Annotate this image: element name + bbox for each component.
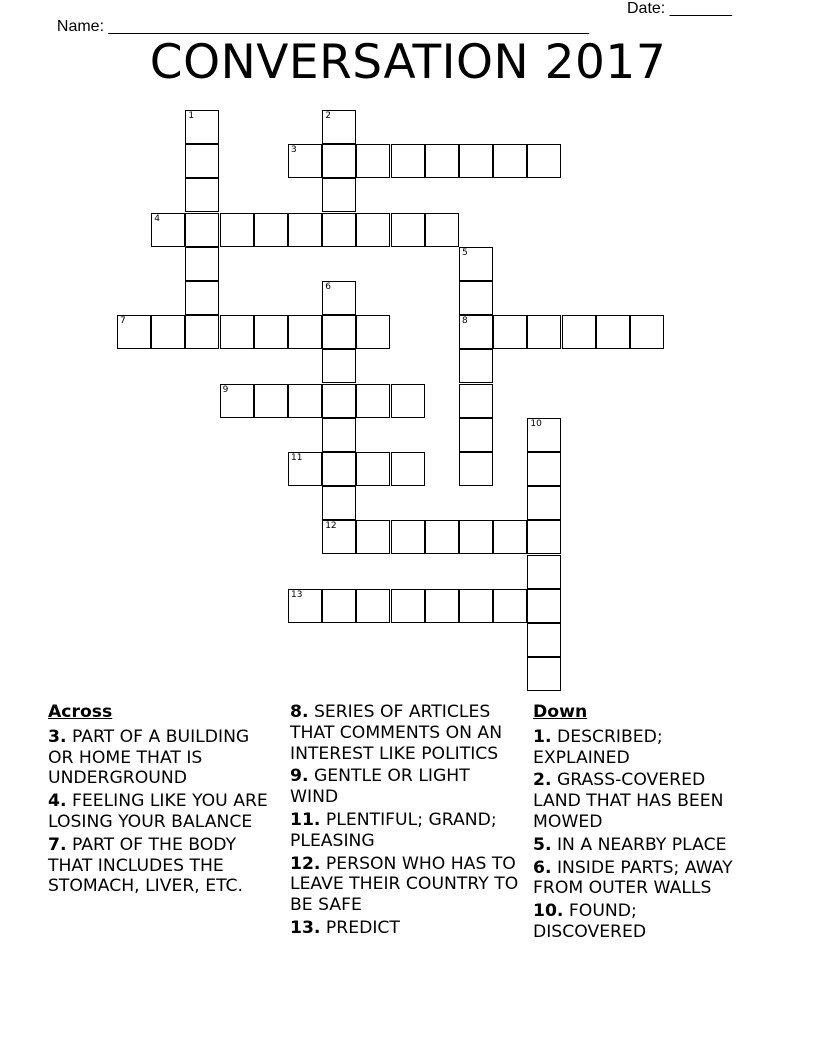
cell-clue-number: 11 bbox=[291, 453, 303, 463]
across-heading: Across bbox=[48, 702, 113, 722]
crossword-cell[interactable] bbox=[527, 144, 561, 178]
cell-clue-number: 5 bbox=[462, 247, 468, 258]
crossword-cell[interactable] bbox=[459, 281, 493, 315]
crossword-cell[interactable] bbox=[322, 144, 356, 178]
crossword-cell[interactable] bbox=[185, 315, 219, 349]
clue-number: 12. bbox=[290, 853, 321, 874]
crossword-cell[interactable] bbox=[493, 589, 527, 623]
crossword-cell[interactable] bbox=[527, 452, 561, 486]
clue-text: PART OF THE BODY THAT INCLUDES THE STOMACH, LIVER, ETC. bbox=[48, 834, 244, 897]
crossword-cell[interactable] bbox=[322, 315, 356, 349]
clue-number: 11. bbox=[290, 809, 321, 830]
crossword-cell[interactable] bbox=[493, 144, 527, 178]
crossword-cell[interactable] bbox=[459, 315, 493, 349]
clue-text: INSIDE PARTS; AWAY FROM OUTER WALLS bbox=[533, 857, 733, 899]
crossword-cell[interactable] bbox=[220, 213, 254, 247]
down-clue bbox=[533, 770, 755, 832]
crossword-cell[interactable] bbox=[254, 213, 288, 247]
crossword-cell[interactable] bbox=[527, 486, 561, 520]
crossword-cell[interactable] bbox=[459, 247, 493, 281]
across-clue bbox=[290, 918, 522, 939]
crossword-cell[interactable] bbox=[254, 315, 288, 349]
crossword-cell[interactable] bbox=[527, 555, 561, 589]
crossword-cell[interactable] bbox=[185, 144, 219, 178]
crossword-cell[interactable] bbox=[493, 315, 527, 349]
crossword-cell[interactable] bbox=[527, 657, 561, 691]
across-clue bbox=[48, 727, 280, 789]
crossword-cell[interactable] bbox=[322, 213, 356, 247]
crossword-cell[interactable] bbox=[356, 384, 390, 418]
across-clue bbox=[290, 854, 522, 916]
clue-text: GENTLE OR LIGHT WIND bbox=[290, 766, 470, 808]
across-clue bbox=[290, 766, 522, 808]
crossword-cell[interactable] bbox=[493, 520, 527, 554]
across-clue bbox=[48, 791, 280, 833]
crossword-cell[interactable] bbox=[117, 315, 151, 349]
crossword-cell[interactable] bbox=[185, 178, 219, 212]
crossword-cell[interactable] bbox=[459, 589, 493, 623]
crossword-cell[interactable] bbox=[322, 281, 356, 315]
crossword-cell[interactable] bbox=[356, 589, 390, 623]
crossword-cell[interactable] bbox=[151, 213, 185, 247]
crossword-cell[interactable] bbox=[391, 384, 425, 418]
crossword-cell[interactable] bbox=[322, 418, 356, 452]
puzzle-title: CONVERSATION 2017 bbox=[149, 35, 667, 90]
crossword-cell[interactable] bbox=[391, 520, 425, 554]
worksheet-header bbox=[48, 0, 748, 35]
cell-clue-number: 3 bbox=[291, 145, 297, 156]
crossword-cell[interactable] bbox=[288, 213, 322, 247]
cell-clue-number: 7 bbox=[120, 316, 126, 327]
crossword-cell[interactable] bbox=[356, 315, 390, 349]
cell-clue-number: 6 bbox=[325, 282, 331, 292]
crossword-cell[interactable] bbox=[391, 213, 425, 247]
clue-text: FEELING LIKE YOU ARE LOSING YOUR BALANCE bbox=[48, 791, 268, 832]
across-clues-column-2 bbox=[290, 702, 522, 941]
clue-number: 13. bbox=[290, 917, 321, 938]
crossword-cell[interactable] bbox=[288, 315, 322, 349]
crossword-cell[interactable] bbox=[425, 144, 459, 178]
clue-number: 7. bbox=[48, 834, 67, 855]
crossword-cell[interactable] bbox=[151, 315, 185, 349]
down-heading: Down bbox=[533, 702, 588, 722]
date-field-label: Date: _______ bbox=[627, 0, 732, 17]
crossword-cell[interactable] bbox=[288, 589, 322, 623]
name-field-label: Name: ______________________________________________________ bbox=[56, 18, 589, 35]
crossword-cell[interactable] bbox=[322, 452, 356, 486]
crossword-cell[interactable] bbox=[322, 384, 356, 418]
down-clue bbox=[533, 835, 755, 856]
cell-clue-number: 12 bbox=[325, 521, 337, 532]
down-clues-column bbox=[533, 702, 755, 945]
crossword-cell[interactable] bbox=[527, 520, 561, 554]
crossword-cell[interactable] bbox=[459, 520, 493, 554]
clue-text: SERIES OF ARTICLES THAT COMMENTS ON AN INTEREST LIKE POLITICS bbox=[290, 702, 503, 764]
clue-number: 9. bbox=[290, 766, 309, 787]
crossword-cell[interactable] bbox=[356, 520, 390, 554]
down-clue bbox=[533, 727, 755, 769]
crossword-cell[interactable] bbox=[322, 589, 356, 623]
cell-clue-number: 2 bbox=[325, 111, 331, 121]
clue-number: 5. bbox=[533, 834, 552, 855]
crossword-cell[interactable] bbox=[459, 452, 493, 486]
crossword-cell[interactable] bbox=[254, 384, 288, 418]
crossword-cell[interactable] bbox=[220, 315, 254, 349]
crossword-cell[interactable] bbox=[425, 213, 459, 247]
down-clue bbox=[533, 901, 755, 943]
crossword-cell[interactable] bbox=[459, 349, 493, 383]
clue-text: PREDICT bbox=[325, 917, 400, 938]
crossword-cell[interactable] bbox=[220, 384, 254, 418]
crossword-cell[interactable] bbox=[288, 384, 322, 418]
cell-clue-number: 8 bbox=[462, 316, 468, 327]
crossword-cell[interactable] bbox=[322, 349, 356, 383]
crossword-cell[interactable] bbox=[527, 623, 561, 657]
crossword-cell[interactable] bbox=[459, 144, 493, 178]
clue-number: 10. bbox=[533, 901, 564, 922]
clue-number: 8. bbox=[290, 702, 309, 722]
crossword-cell[interactable] bbox=[425, 589, 459, 623]
crossword-cell[interactable] bbox=[288, 452, 322, 486]
down-clue bbox=[533, 858, 755, 900]
crossword-cell[interactable] bbox=[527, 418, 561, 452]
crossword-cell[interactable] bbox=[356, 144, 390, 178]
clue-number: 6. bbox=[533, 857, 552, 878]
crossword-cell[interactable] bbox=[185, 281, 219, 315]
crossword-cell[interactable] bbox=[596, 315, 630, 349]
crossword-cell[interactable] bbox=[185, 110, 219, 144]
crossword-cell[interactable] bbox=[356, 213, 390, 247]
crossword-cell[interactable] bbox=[288, 144, 322, 178]
crossword-cell[interactable] bbox=[459, 418, 493, 452]
crossword-cell[interactable] bbox=[356, 452, 390, 486]
crossword-cell[interactable] bbox=[459, 384, 493, 418]
across-clues-column-1 bbox=[48, 702, 280, 899]
crossword-cell[interactable] bbox=[425, 520, 459, 554]
clue-number: 1. bbox=[533, 726, 552, 747]
across-clue bbox=[290, 702, 522, 764]
clue-text: DESCRIBED; EXPLAINED bbox=[533, 726, 663, 768]
crossword-cell[interactable] bbox=[185, 247, 219, 281]
cell-clue-number: 10 bbox=[530, 418, 542, 429]
clue-text: GRASS-COVERED LAND THAT HAS BEEN MOWED bbox=[533, 770, 724, 832]
crossword-cell[interactable] bbox=[322, 110, 356, 144]
crossword-cell[interactable] bbox=[527, 589, 561, 623]
clue-text: PERSON WHO HAS TO LEAVE THEIR COUNTRY TO BE SAFE bbox=[290, 853, 519, 916]
across-clue bbox=[290, 810, 522, 852]
clue-text: PLENTIFUL; GRAND; PLEASING bbox=[290, 809, 497, 851]
crossword-cell[interactable] bbox=[630, 315, 664, 349]
crossword-cell[interactable] bbox=[527, 315, 561, 349]
crossword-cell[interactable] bbox=[185, 213, 219, 247]
clue-number: 4. bbox=[48, 791, 67, 812]
cell-clue-number: 1 bbox=[188, 111, 195, 121]
cell-clue-number: 13 bbox=[291, 589, 303, 600]
crossword-cell[interactable] bbox=[391, 144, 425, 178]
cell-clue-number: 4 bbox=[154, 213, 160, 224]
cell-clue-number: 9 bbox=[222, 384, 229, 395]
clue-number: 3. bbox=[48, 726, 67, 747]
clue-text: FOUND; DISCOVERED bbox=[533, 901, 647, 942]
clue-text: PART OF A BUILDING OR HOME THAT IS UNDERGROUND bbox=[48, 726, 250, 789]
crossword-cell[interactable] bbox=[322, 178, 356, 212]
clue-text: IN A NEARBY PLACE bbox=[556, 834, 727, 855]
crossword-cell[interactable] bbox=[322, 486, 356, 520]
across-clue bbox=[48, 835, 280, 897]
clue-number: 2. bbox=[533, 770, 552, 791]
crossword-cell[interactable] bbox=[391, 452, 425, 486]
crossword-cell[interactable] bbox=[322, 520, 356, 554]
crossword-cell[interactable] bbox=[391, 589, 425, 623]
crossword-cell[interactable] bbox=[562, 315, 596, 349]
